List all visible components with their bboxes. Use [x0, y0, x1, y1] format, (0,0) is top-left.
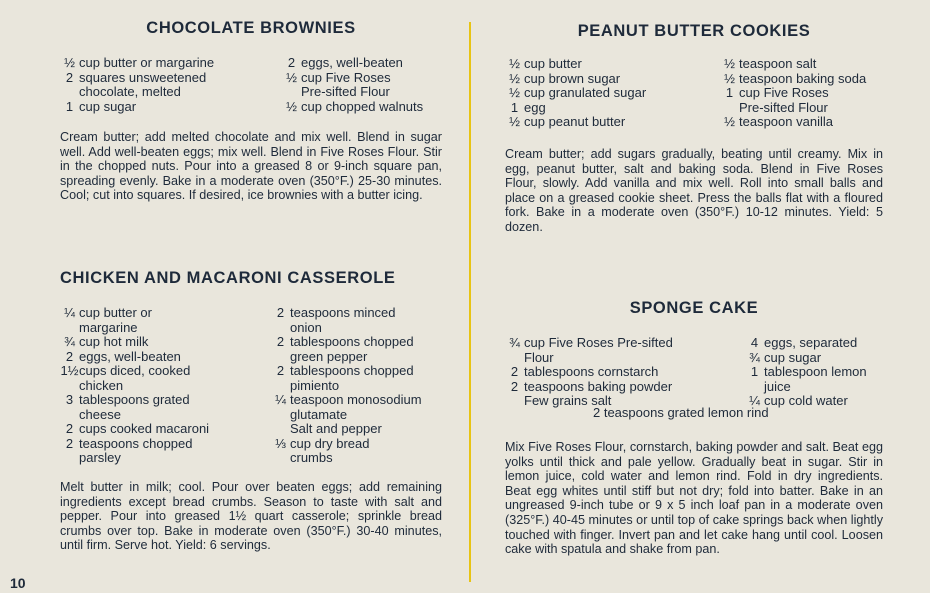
- ingredient-text: teaspoon vanilla: [739, 114, 833, 129]
- ingredient-text: Flour: [524, 349, 554, 365]
- cookies-ingredients-col1: [505, 57, 715, 130]
- ingredient-text: egg: [524, 99, 546, 115]
- ingredient-quantity: [271, 379, 290, 394]
- ingredient-text: onion: [290, 319, 322, 335]
- ingredient-line: [60, 451, 265, 466]
- ingredient-text: cup hot milk: [79, 334, 149, 349]
- ingredient-text: tablespoons chopped: [290, 363, 414, 378]
- ingredient-quantity: 2: [276, 363, 285, 378]
- sponge-ingredients-col1: [505, 336, 735, 409]
- ingredient-line: [745, 351, 885, 366]
- ingredient-quantity: 2: [276, 305, 285, 320]
- ingredient-line: [505, 86, 715, 101]
- ingredient-text: cup Five Roses: [739, 85, 829, 100]
- ingredient-quantity: 1: [750, 364, 759, 379]
- ingredient-quantity: 2: [276, 334, 285, 349]
- ingredient-line: [60, 350, 265, 365]
- ingredient-text: cup butter or margarine: [79, 55, 215, 70]
- ingredient-text: teaspoon monosodium: [290, 392, 422, 407]
- ingredient-text: cup sugar: [764, 349, 822, 365]
- ingredient-text: cups cooked macaroni: [79, 421, 210, 436]
- ingredient-line: [60, 71, 275, 86]
- ingredient-line: [720, 115, 888, 130]
- ingredient-text: cups diced, cooked: [79, 363, 191, 378]
- ingredient-line: [720, 86, 888, 101]
- ingredient-quantity: 4: [750, 335, 759, 350]
- ingredient-text: Few grains salt: [524, 393, 612, 408]
- ingredient-text: cheese: [79, 406, 121, 422]
- ingredient-text: juice: [764, 378, 791, 394]
- ingredient-quantity: 3: [65, 392, 74, 407]
- ingredient-line: [271, 422, 446, 437]
- ingredient-quantity: ½: [724, 70, 735, 86]
- ingredient-quantity: [60, 379, 79, 394]
- ingredient-text: cup chopped walnuts: [301, 98, 424, 114]
- ingredient-quantity: ½: [286, 69, 297, 85]
- ingredient-text: teaspoons minced: [290, 305, 396, 320]
- brownies-title: CHOCOLATE BROWNIES: [146, 19, 356, 37]
- ingredient-text: eggs, well-beaten: [79, 348, 181, 364]
- ingredient-line: [720, 57, 888, 72]
- ingredient-quantity: 2: [65, 435, 74, 451]
- ingredient-line: [60, 422, 265, 437]
- ingredient-quantity: ¼: [64, 305, 75, 320]
- ingredient-quantity: 2: [510, 378, 519, 394]
- ingredient-quantity: [60, 451, 79, 466]
- ingredient-line: [60, 379, 265, 394]
- ingredient-text: pimiento: [290, 377, 340, 393]
- ingredient-text: teaspoons baking powder: [524, 378, 673, 394]
- ingredient-line: [60, 56, 275, 71]
- ingredient-text: teaspoon salt: [739, 56, 817, 71]
- ingredient-quantity: ¼: [749, 393, 760, 408]
- ingredient-line: [60, 393, 265, 408]
- ingredient-quantity: [60, 85, 79, 100]
- ingredient-text: cup peanut butter: [524, 114, 626, 129]
- ingredient-text: cup sugar: [79, 98, 137, 114]
- ingredient-quantity: [60, 408, 79, 423]
- ingredient-text: tablespoons grated: [79, 392, 190, 407]
- ingredient-text: cup butter: [524, 56, 582, 71]
- page-number: 10: [10, 575, 26, 591]
- ingredient-text: Pre-sifted Flour: [301, 84, 390, 99]
- ingredient-line: [271, 408, 446, 423]
- ingredient-quantity: [505, 394, 524, 409]
- ingredient-line: [745, 365, 885, 380]
- ingredient-text: Pre-sifted Flour: [739, 99, 828, 115]
- sponge-ingredients-col2: [745, 336, 885, 409]
- ingredient-quantity: [282, 85, 301, 100]
- ingredient-quantity: [505, 351, 524, 366]
- ingredient-text: tablespoon lemon: [764, 364, 867, 379]
- ingredient-quantity: ¾: [749, 349, 760, 365]
- ingredient-quantity: 1: [510, 99, 519, 115]
- sponge-method: Mix Five Roses Flour, cornstarch, baking powder and salt. Beat egg yolks until thick and pale yellow. Gradually beat in sugar. Stir in lemon juice, cold water and lemon rind. Fold in dry ingredients. Beat egg whites until stiff but not dry; fold into batter. Bake in an ungreased 9-inch tube or 9 x 5 inch loaf pan in a moderate oven (325°F.) 40-45 minutes or until top of cake springs back when lightly touched with finger. Invert pan and let cake hang until cool. Loosen cake with spatula and shake from pan.: [505, 440, 883, 557]
- ingredient-text: green pepper: [290, 348, 368, 364]
- ingredient-line: [282, 85, 452, 100]
- ingredient-text: tablespoons chopped: [290, 334, 414, 349]
- ingredient-line: [505, 115, 715, 130]
- brownies-ingredients-col1: [60, 56, 275, 114]
- brownies-method: Cream butter; add melted chocolate and mix well. Blend in sugar well. Add well-beaten eggs; mix well. Blend in Five Roses Flour. Stir in the chopped nuts. Pour into a greased 8 or 9-inch square pan, spreading evenly. Bake in a moderate oven (350°F.) 25-30 minutes. Cool; cut into squares. If desired, ice brownies with a butter icing.: [60, 130, 442, 203]
- column-divider: [469, 22, 471, 582]
- ingredient-text: squares unsweetened: [79, 69, 207, 85]
- ingredient-text: parsley: [79, 450, 121, 465]
- ingredient-quantity: 2: [65, 421, 74, 436]
- ingredient-quantity: ¾: [509, 335, 520, 350]
- ingredient-quantity: 2: [510, 364, 519, 379]
- ingredient-text: cup dry bread: [290, 435, 370, 451]
- ingredient-line: [720, 72, 888, 87]
- ingredient-line: [505, 336, 735, 351]
- casserole-title: CHICKEN AND MACARONI CASSEROLE: [60, 269, 396, 287]
- ingredient-text: crumbs: [290, 450, 333, 465]
- casserole-ingredients-col1: [60, 306, 265, 466]
- ingredient-line: [745, 380, 885, 395]
- ingredient-line: [271, 437, 446, 452]
- ingredient-text: teaspoons chopped: [79, 435, 193, 451]
- ingredient-line: [271, 379, 446, 394]
- ingredient-quantity: [271, 422, 290, 437]
- ingredient-text: margarine: [79, 319, 138, 335]
- ingredient-line: [271, 350, 446, 365]
- ingredient-quantity: ½: [509, 85, 520, 100]
- ingredient-text: eggs, separated: [764, 335, 858, 350]
- ingredient-quantity: 2: [65, 348, 74, 364]
- cookies-ingredients-col2: [720, 57, 888, 130]
- ingredient-line: [271, 364, 446, 379]
- ingredient-line: [282, 100, 452, 115]
- ingredient-line: [271, 306, 446, 321]
- ingredient-text: chicken: [79, 377, 124, 393]
- ingredient-text: tablespoons cornstarch: [524, 364, 659, 379]
- ingredient-text: Salt and pepper: [290, 421, 382, 436]
- ingredient-line: [60, 85, 275, 100]
- ingredient-line: [60, 437, 265, 452]
- casserole-ingredients-col2: [271, 306, 446, 466]
- ingredient-line: [60, 408, 265, 423]
- ingredient-quantity: [720, 101, 739, 116]
- ingredient-line: [60, 335, 265, 350]
- ingredient-quantity: [60, 321, 79, 336]
- ingredient-line: [745, 336, 885, 351]
- ingredient-text: eggs, well-beaten: [301, 55, 403, 70]
- ingredient-line: [505, 101, 715, 116]
- ingredient-line: [505, 72, 715, 87]
- ingredient-quantity: [271, 321, 290, 336]
- ingredient-line: [505, 380, 735, 395]
- ingredient-quantity: 2: [65, 69, 74, 85]
- ingredient-line: [60, 100, 275, 115]
- ingredient-line: [505, 57, 715, 72]
- ingredient-text: cup Five Roses: [301, 69, 391, 85]
- ingredient-quantity: 1: [725, 85, 734, 100]
- ingredient-line: [505, 365, 735, 380]
- ingredient-line: [282, 56, 452, 71]
- ingredient-text: cup butter or: [79, 305, 152, 320]
- ingredient-quantity: [745, 380, 764, 395]
- ingredient-quantity: ½: [509, 70, 520, 86]
- ingredient-line: [271, 451, 446, 466]
- ingredient-line: [271, 321, 446, 336]
- casserole-method: Melt butter in milk; cool. Pour over beaten eggs; add remaining ingredients except bread crumbs. Season to taste with salt and pepper. Pour into greased 1½ quart casserole; sprinkle bread crumbs over top. Bake in moderate oven (350°F.) 30-40 minutes, until firm. Serve hot. Yield: 6 servings.: [60, 480, 442, 553]
- ingredient-quantity: ½: [286, 98, 297, 114]
- cookies-title: PEANUT BUTTER COOKIES: [577, 22, 811, 40]
- ingredient-quantity: [271, 451, 290, 466]
- ingredient-quantity: ¾: [64, 334, 75, 349]
- ingredient-quantity: [271, 350, 290, 365]
- ingredient-line: [271, 393, 446, 408]
- ingredient-quantity: [271, 408, 290, 423]
- ingredient-quantity: 1½: [60, 363, 79, 378]
- ingredient-text: cup Five Roses Pre-sifted: [524, 335, 673, 350]
- ingredient-text: glutamate: [290, 406, 348, 422]
- ingredient-line: [60, 306, 265, 321]
- ingredient-quantity: ½: [64, 55, 75, 70]
- ingredient-line: [60, 364, 265, 379]
- ingredient-line: [282, 71, 452, 86]
- ingredient-quantity: ⅓: [275, 435, 286, 451]
- ingredient-quantity: ¼: [275, 392, 286, 407]
- sponge-extra-ingredient: 2 teaspoons grated lemon rind: [593, 405, 769, 420]
- ingredient-text: teaspoon baking soda: [739, 70, 867, 86]
- ingredient-quantity: ½: [724, 56, 735, 71]
- ingredient-quantity: ½: [724, 114, 735, 129]
- ingredient-text: cup granulated sugar: [524, 85, 647, 100]
- brownies-ingredients-col2: [282, 56, 452, 114]
- ingredient-quantity: 1: [65, 98, 74, 114]
- ingredient-quantity: 2: [287, 55, 296, 70]
- ingredient-line: [60, 321, 265, 336]
- ingredient-line: [505, 351, 735, 366]
- cookies-method: Cream butter; add sugars gradually, beating until creamy. Mix in egg, peanut butter, salt and baking soda. Blend in Five Roses Flour, slowly. Add vanilla and mix well. Roll into small balls and place on a greased cookie sheet. Press the balls flat with a floured fork. Bake in a moderate oven (350°F.) 10-12 minutes. Yield: 5 dozen.: [505, 147, 883, 234]
- ingredient-line: [271, 335, 446, 350]
- sponge-title: SPONGE CAKE: [629, 299, 759, 317]
- ingredient-text: cup brown sugar: [524, 70, 621, 86]
- ingredient-text: cup cold water: [764, 393, 848, 408]
- ingredient-text: chocolate, melted: [79, 84, 181, 99]
- ingredient-quantity: ½: [509, 114, 520, 129]
- ingredient-line: [720, 101, 888, 116]
- ingredient-quantity: ½: [509, 56, 520, 71]
